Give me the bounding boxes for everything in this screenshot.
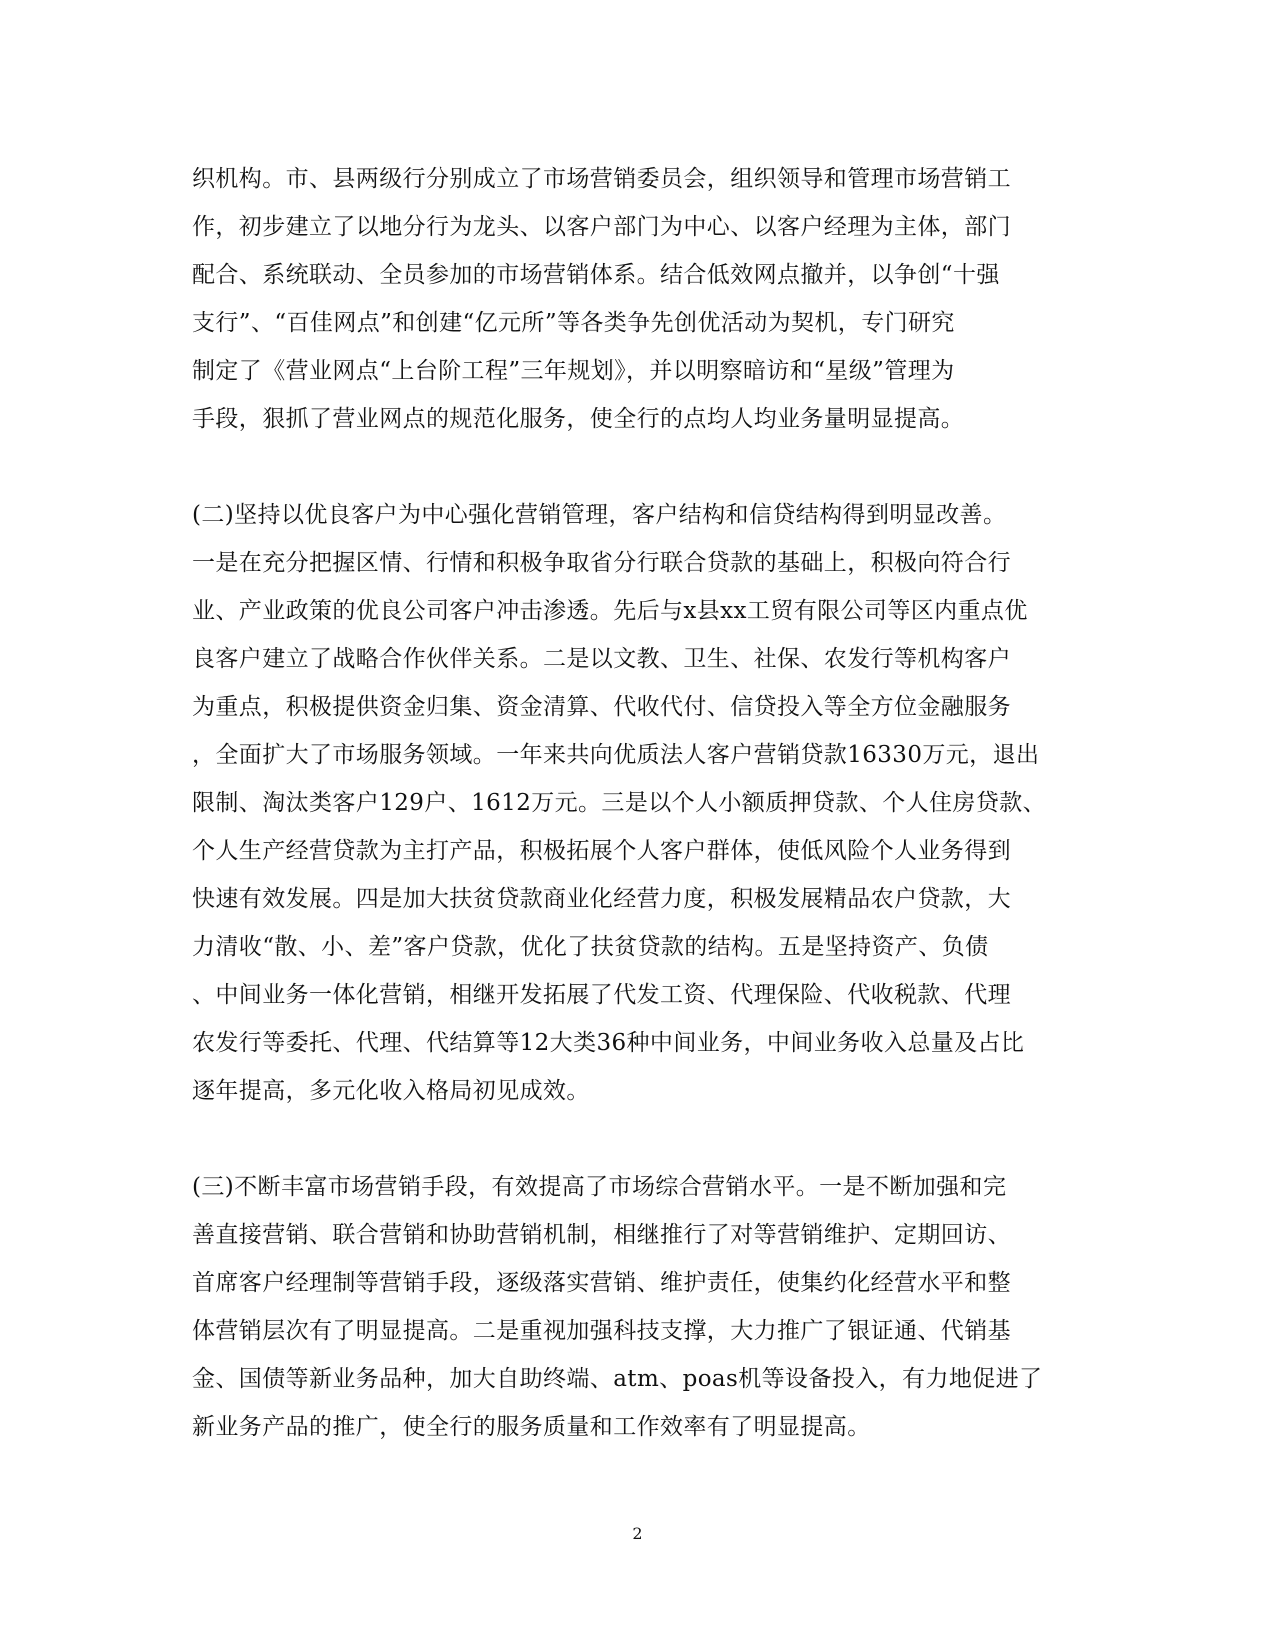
text-line: 个人生产经营贷款为主打产品，积极拓展个人客户群体，使低风险个人业务得到 — [192, 838, 1011, 864]
page-number: 2 — [632, 1524, 643, 1543]
text-line: 农发行等委托、代理、代结算等12大类36种中间业务，中间业务收入总量及占比 — [192, 1030, 1025, 1056]
text-line: 快速有效发展。四是加大扶贫贷款商业化经营力度，积极发展精品农户贷款，大 — [192, 886, 1011, 912]
text-line: ，全面扩大了市场服务领域。一年来共向优质法人客户营销贷款16330万元，退出 — [192, 742, 1040, 768]
text-line: 良客户建立了战略合作伙伴关系。二是以文教、卫生、社保、农发行等机构客户 — [192, 646, 1011, 672]
text-line: 制定了《营业网点“上台阶工程”三年规划》，并以明察暗访和“星级”管理为 — [192, 358, 955, 384]
text-line: 金、国债等新业务品种，加大自助终端、atm、poas机等设备投入，有力地促进了 — [192, 1366, 1043, 1392]
text-line: 织机构。市、县两级行分别成立了市场营销委员会，组织领导和管理市场营销工 — [192, 166, 1011, 192]
text-line: 力清收“散、小、差”客户贷款，优化了扶贫贷款的结构。五是坚持资产、负债 — [192, 934, 989, 960]
text-line: 、中间业务一体化营销，相继开发拓展了代发工资、代理保险、代收税款、代理 — [192, 982, 1011, 1008]
text-line: 新业务产品的推广，使全行的服务质量和工作效率有了明显提高。 — [192, 1414, 871, 1440]
text-line: 支行”、“百佳网点”和创建“亿元所”等各类争先创优活动为契机，专门研究 — [192, 310, 955, 336]
paragraph-organization — [192, 155, 1092, 443]
text-line: (二)坚持以优良客户为中心强化营销管理，客户结构和信贷结构得到明显改善。 — [192, 502, 1007, 528]
text-line: 业、产业政策的优良公司客户冲击渗透。先后与x县xx工贸有限公司等区内重点优 — [192, 598, 1028, 624]
text-line: (三)不断丰富市场营销手段，有效提高了市场综合营销水平。一是不断加强和完 — [192, 1174, 1007, 1200]
paragraph-section-three — [192, 1163, 1092, 1451]
text-line: 限制、淘汰类客户129户、1612万元。三是以个人小额质押贷款、个人住房贷款、 — [192, 790, 1047, 816]
paragraph-section-two — [192, 491, 1092, 1115]
text-line: 一是在充分把握区情、行情和积极争取省分行联合贷款的基础上，积极向符合行 — [192, 550, 1011, 576]
text-line: 体营销层次有了明显提高。二是重视加强科技支撑，大力推广了银证通、代销基 — [192, 1318, 1011, 1344]
text-line: 手段，狠抓了营业网点的规范化服务，使全行的点均人均业务量明显提高。 — [192, 406, 965, 432]
text-line: 善直接营销、联合营销和协助营销机制，相继推行了对等营销维护、定期回访、 — [192, 1222, 1011, 1248]
text-line: 为重点，积极提供资金归集、资金清算、代收代付、信贷投入等全方位金融服务 — [192, 694, 1011, 720]
text-line: 逐年提高，多元化收入格局初见成效。 — [192, 1078, 590, 1104]
text-line: 首席客户经理制等营销手段，逐级落实营销、维护责任，使集约化经营水平和整 — [192, 1270, 1011, 1296]
text-line: 配合、系统联动、全员参加的市场营销体系。结合低效网点撤并，以争创“十强 — [192, 262, 1000, 288]
text-line: 作，初步建立了以地分行为龙头、以客户部门为中心、以客户经理为主体，部门 — [192, 214, 1011, 240]
